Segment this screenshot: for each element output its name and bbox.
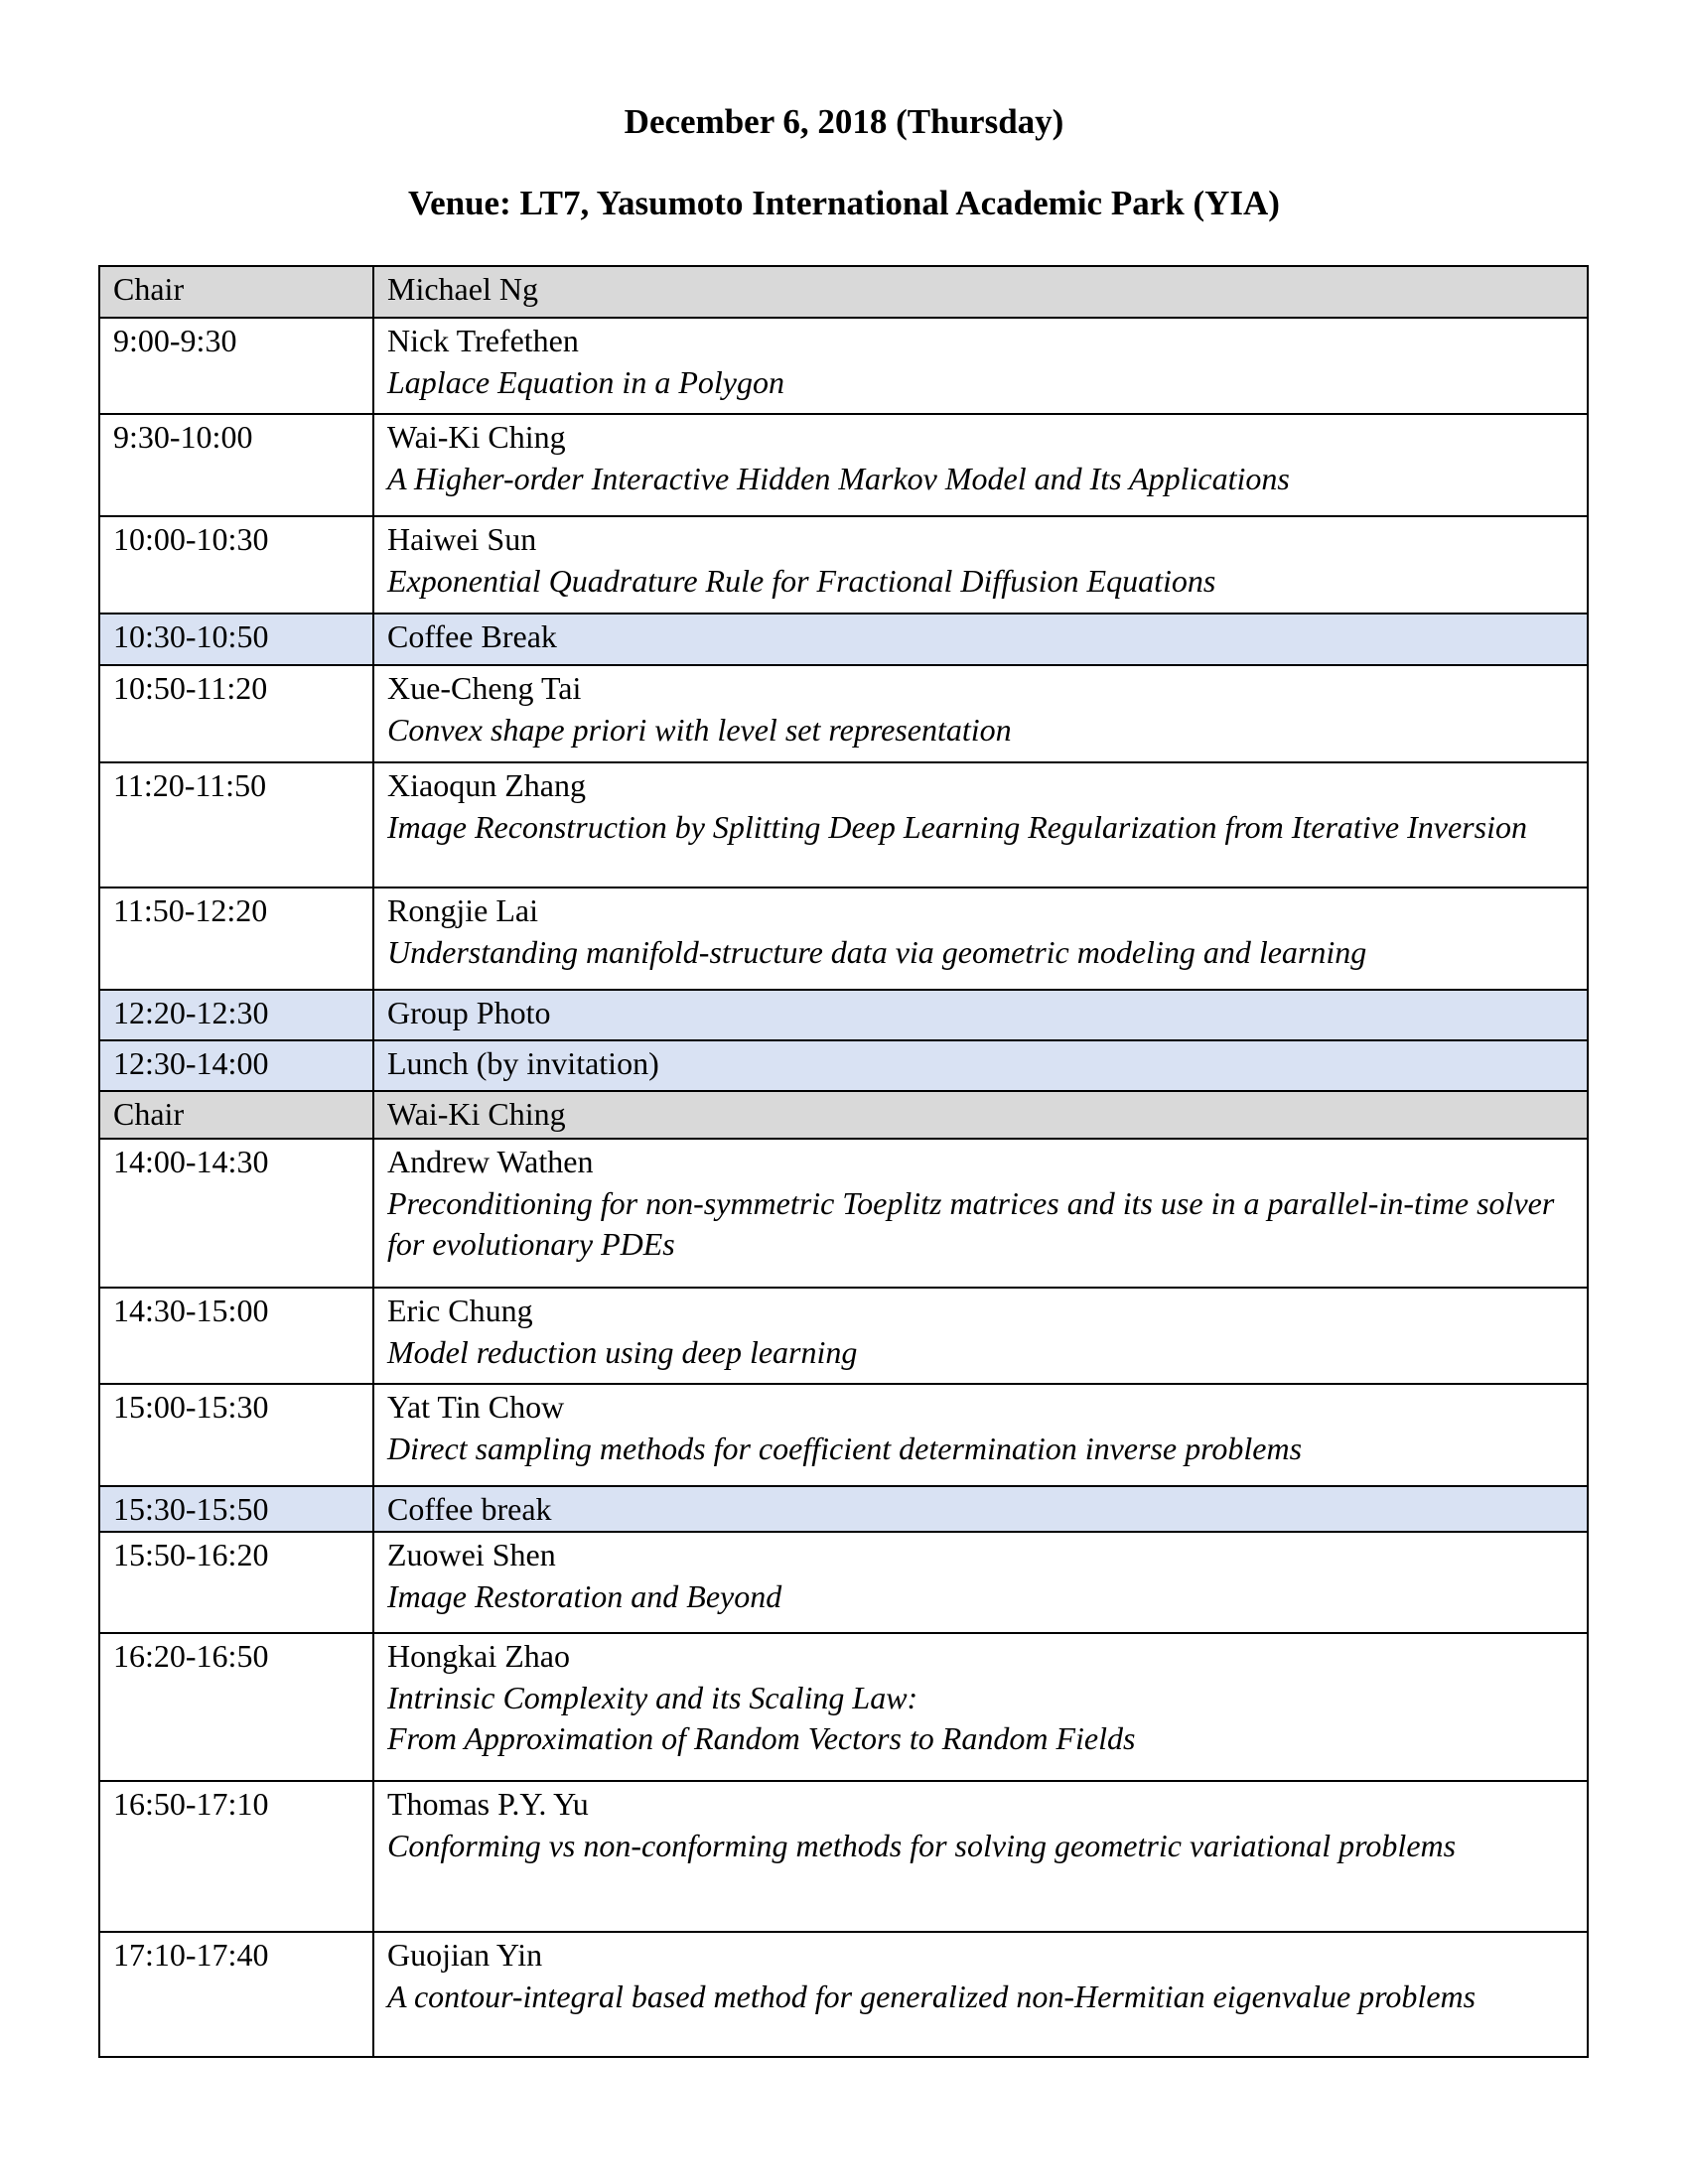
talk-cell	[373, 1932, 1588, 2057]
session-time: 11:50-12:20	[99, 887, 373, 990]
speaker-name: Andrew Wathen	[387, 1144, 594, 1179]
talk-cell	[373, 318, 1588, 414]
venue-heading: Venue: LT7, Yasumoto International Academic Park (YIA)	[408, 184, 1280, 222]
talk-cell	[373, 665, 1588, 762]
talk-row	[99, 1633, 1588, 1781]
schedule-table	[98, 265, 1589, 2058]
talk-row	[99, 665, 1588, 762]
chair-row	[99, 1091, 1588, 1139]
session-time: 16:20-16:50	[99, 1633, 373, 1781]
session-time: 14:00-14:30	[99, 1139, 373, 1288]
break-row	[99, 990, 1588, 1040]
break-label: Lunch (by invitation)	[373, 1040, 1588, 1091]
talk-row	[99, 762, 1588, 887]
talk-title: Laplace Equation in a Polygon	[387, 363, 784, 400]
talk-cell	[373, 1781, 1588, 1932]
speaker-name: Xue-Cheng Tai	[387, 670, 582, 706]
speaker-name: Wai-Ki Ching	[387, 419, 566, 455]
break-label: Group Photo	[373, 990, 1588, 1040]
session-time: 15:00-15:30	[99, 1384, 373, 1486]
chair-row	[99, 266, 1588, 318]
talk-cell	[373, 1288, 1588, 1384]
talk-title: Conforming vs non-conforming methods for solving geometric variational problems	[387, 1827, 1457, 1863]
talk-title: Preconditioning for non-symmetric Toeplitz matrices and its use in a parallel-in-time solver for evolutionary PDEs	[387, 1184, 1555, 1262]
session-time: 10:30-10:50	[99, 614, 373, 665]
speaker-name: Xiaoqun Zhang	[387, 767, 586, 803]
date-heading: December 6, 2018 (Thursday)	[624, 102, 1064, 141]
talk-cell	[373, 887, 1588, 990]
talk-title: Convex shape priori with level set representation	[387, 711, 1012, 748]
talk-row	[99, 414, 1588, 516]
talk-cell	[373, 516, 1588, 614]
session-time: 9:30-10:00	[99, 414, 373, 516]
talk-title: Exponential Quadrature Rule for Fractional Diffusion Equations	[387, 562, 1216, 599]
talk-title: Model reduction using deep learning	[387, 1333, 858, 1370]
session-time: 15:30-15:50	[99, 1486, 373, 1532]
talk-title: Image Restoration and Beyond	[387, 1577, 782, 1614]
speaker-name: Yat Tin Chow	[387, 1389, 565, 1425]
session-time: 9:00-9:30	[99, 318, 373, 414]
chair-name: Michael Ng	[373, 266, 1588, 318]
session-time: 16:50-17:10	[99, 1781, 373, 1932]
talk-row	[99, 516, 1588, 614]
talk-cell	[373, 1384, 1588, 1486]
talk-title: Understanding manifold-structure data via geometric modeling and learning	[387, 933, 1367, 970]
chair-label: Chair	[99, 1091, 373, 1139]
talk-title: Intrinsic Complexity and its Scaling Law: From Approximation of Random Vectors to Random Fields	[387, 1679, 1136, 1756]
session-time: 12:20-12:30	[99, 990, 373, 1040]
break-row	[99, 614, 1588, 665]
speaker-name: Eric Chung	[387, 1293, 533, 1328]
talk-row	[99, 1532, 1588, 1633]
talk-row	[99, 1781, 1588, 1932]
talk-row	[99, 1288, 1588, 1384]
talk-row	[99, 887, 1588, 990]
speaker-name: Hongkai Zhao	[387, 1638, 570, 1674]
talk-title: A contour-integral based method for generalized non-Hermitian eigenvalue problems	[387, 1978, 1477, 2014]
session-time: 14:30-15:00	[99, 1288, 373, 1384]
talk-cell	[373, 414, 1588, 516]
chair-name: Wai-Ki Ching	[373, 1091, 1588, 1139]
talk-cell	[373, 762, 1588, 887]
session-time: 17:10-17:40	[99, 1932, 373, 2057]
speaker-name: Thomas P.Y. Yu	[387, 1786, 589, 1822]
talk-row	[99, 318, 1588, 414]
chair-label: Chair	[99, 266, 373, 318]
session-time: 12:30-14:00	[99, 1040, 373, 1091]
session-time: 11:20-11:50	[99, 762, 373, 887]
talk-title: Direct sampling methods for coefficient determination inverse problems	[387, 1430, 1303, 1466]
session-time: 10:00-10:30	[99, 516, 373, 614]
talk-cell	[373, 1532, 1588, 1633]
session-time: 15:50-16:20	[99, 1532, 373, 1633]
talk-row	[99, 1139, 1588, 1288]
session-time: 10:50-11:20	[99, 665, 373, 762]
talk-title: Image Reconstruction by Splitting Deep Learning Regularization from Iterative Inversion	[387, 808, 1527, 845]
speaker-name: Haiwei Sun	[387, 521, 537, 557]
speaker-name: Nick Trefethen	[387, 323, 579, 358]
speaker-name: Rongjie Lai	[387, 892, 538, 928]
talk-cell	[373, 1139, 1588, 1288]
speaker-name: Zuowei Shen	[387, 1537, 556, 1572]
break-label: Coffee break	[373, 1486, 1588, 1532]
break-label: Coffee Break	[373, 614, 1588, 665]
talk-row	[99, 1932, 1588, 2057]
talk-cell	[373, 1633, 1588, 1781]
talk-row	[99, 1384, 1588, 1486]
break-row	[99, 1486, 1588, 1532]
break-row	[99, 1040, 1588, 1091]
speaker-name: Guojian Yin	[387, 1937, 543, 1973]
talk-title: A Higher-order Interactive Hidden Markov Model and Its Applications	[387, 460, 1290, 496]
